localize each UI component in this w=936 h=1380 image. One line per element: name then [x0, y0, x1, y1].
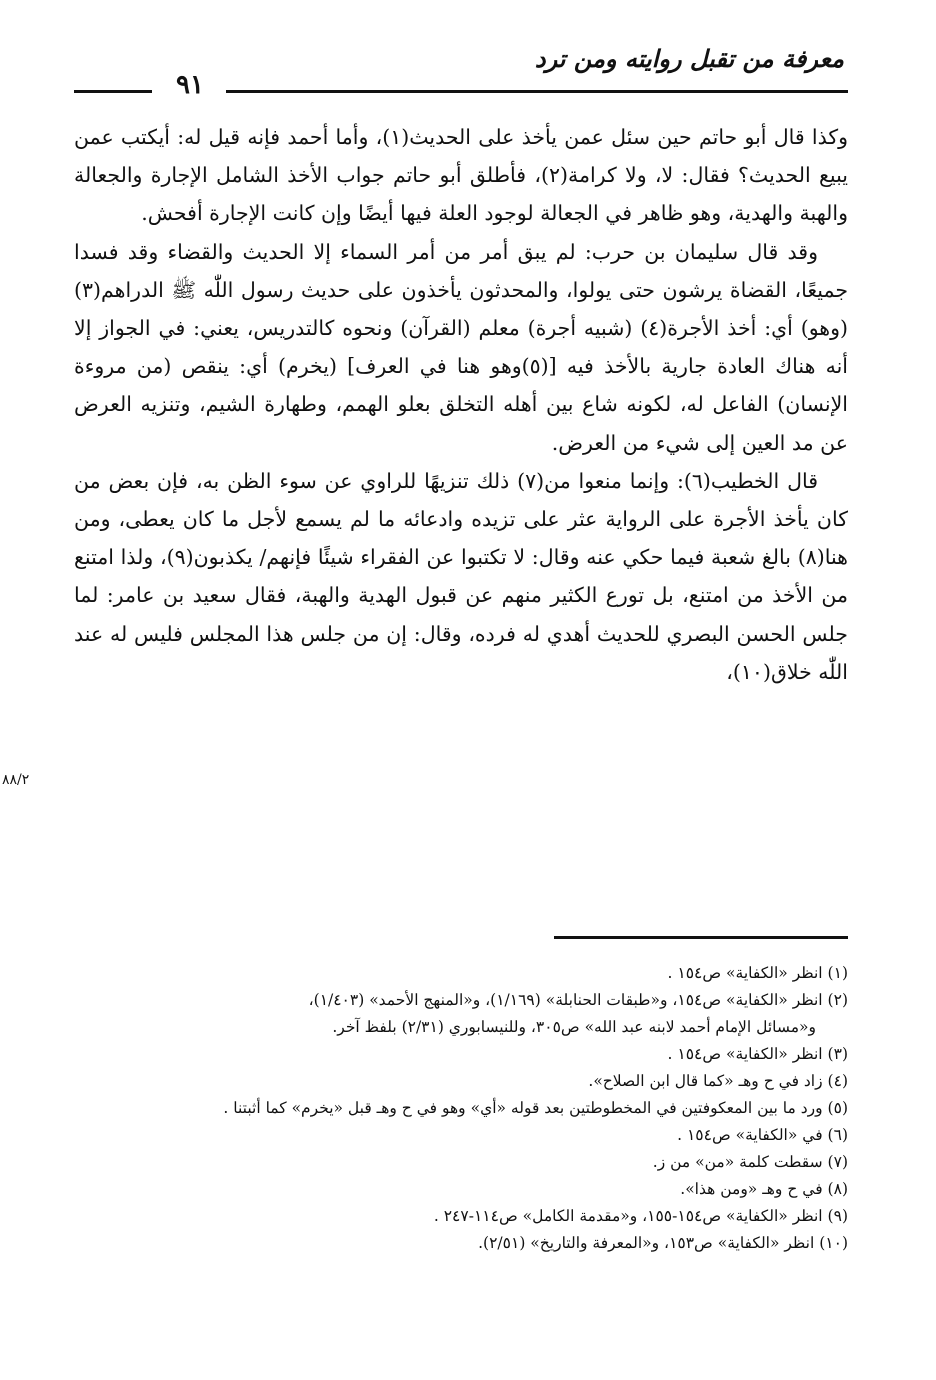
footnote-text: سقطت كلمة «من» من ز. — [652, 1153, 823, 1171]
footnote-number: (٩) — [827, 1207, 848, 1225]
footnote-text: انظر «الكفاية» ص١٥٤ . — [667, 964, 823, 982]
footnote-item — [60, 987, 848, 1041]
footnote-text: ورد ما بين المعكوفتين في المخطوطتين بعد قوله «أي» وهو في ح وهـ قبل «يخرم» كما أثبتنا . — [223, 1099, 823, 1117]
header-rule-left — [74, 90, 152, 93]
footnote-item — [60, 960, 848, 987]
paragraph: وقد قال سليمان بن حرب: لم يبق أمر من أمر السماء إلا الحديث والقضاء وقد فسدا جميعًا، القضاة يرشون حتى يولوا، والمحدثون يأخذون على حديث رسول اللّٰه ﷺ الدراهم(٣) (وهو) أي: أخذ الأجرة(٤) (شبيه أجرة) معلم (القرآن) ونحوه كالتدريس، يعني: في الجواز إلا أنه هناك العادة جارية بالأخذ فيه [(٥)وهو هنا في العرف] (يخرم) أي: ينقص (من مروءة الإنسان) الفاعل له، لكونه شاع بين أهله التخلق بعلو الهمم، وطهارة الشيم، وتنزيه العرض عن مد العين إلى شيء من العرض. — [74, 239, 848, 455]
footnotes — [60, 960, 848, 1257]
footnote-text: انظر «الكفاية» ص١٥٣، و«المعرفة والتاريخ» (٢/٥١). — [478, 1234, 815, 1252]
footnote-item — [60, 1068, 848, 1095]
paragraph: وكذا قال أبو حاتم حين سئل عمن يأخذ على الحديث(١)، وأما أحمد فإنه قيل له: أيكتب عمن يبيع الحديث؟ فقال: لا، ولا كرامة(٢)، فأطلق أبو حاتم جواب الأخذ الشامل الإجارة والجعالة والهبة والهدية، وهو ظاهر في الجعالة لوجود العلة فيها أيضًا وإن كانت الإجارة أفحش. — [74, 125, 848, 226]
footnote-number: (٦) — [827, 1126, 848, 1144]
paragraph: قال الخطيب(٦): وإنما منعوا من(٧) ذلك تنزيهًا للراوي عن سوء الظن به، فإن بعض من كان يأخذ الأجرة على الرواية عثر على تزيده وادعائه ما لم يسمع لأجل ما كان يعطى، ومن هنا(٨) بالغ شعبة فيما حكي عنه وقال: لا تكتبوا عن الفقراء شيئًا فإنهم/ يكذبون(٩)، ولذا امتنع من الأخذ من امتنع، بل تورع الكثير منهم عن قبول الهدية والهبة، فقال سعيد بن عامر: لما جلس الحسن البصري للحديث أهدي له فرده، وقال: إن من جلس هذا المجلس فليس له عند اللّٰه خلاق(١٠)، — [74, 468, 848, 684]
page-number: ٩١ — [176, 70, 204, 100]
footnote-text: في ح وهـ «ومن هذا». — [680, 1180, 823, 1198]
footnote-continuation: و«مسائل الإمام أحمد لابنه عبد الله» ص٣٠٥، وللنيسابوري (٢/٣١) بلفظ آخر. — [332, 1018, 816, 1036]
footnote-item — [60, 1122, 848, 1149]
footnote-number: (١٠) — [819, 1234, 848, 1252]
footnote-number: (٢) — [827, 991, 848, 1009]
footnote-text: في «الكفاية» ص١٥٤ . — [677, 1126, 823, 1144]
footnote-number: (٣) — [827, 1045, 848, 1063]
running-title: معرفة من تقبل روايته ومن ترد — [534, 44, 844, 73]
footnote-number: (٤) — [827, 1072, 848, 1090]
footnote-text: انظر «الكفاية» ص١٥٤، و«طبقات الحنابلة» (١/١٦٩)، و«المنهج الأحمد» (١/٤٠٣)، — [308, 991, 823, 1009]
footnote-item — [60, 1203, 848, 1230]
footnote-number: (١) — [827, 964, 848, 982]
main-text — [74, 118, 848, 691]
footnote-text: زاد في ح وهـ «كما قال ابن الصلاح». — [588, 1072, 823, 1090]
footnote-item — [60, 1149, 848, 1176]
footnote-item — [60, 1176, 848, 1203]
footnote-item — [60, 1230, 848, 1257]
footnote-number: (٥) — [827, 1099, 848, 1117]
footnote-item — [60, 1095, 848, 1122]
footnote-text: انظر «الكفاية» ص١٥٤ . — [667, 1045, 823, 1063]
margin-page-reference: ٨٨/٢ — [2, 772, 30, 788]
footnote-item — [60, 1041, 848, 1068]
footnote-text: انظر «الكفاية» ص١٥٤-١٥٥، و«مقدمة الكامل» ص١١٤-٢٤٧ . — [433, 1207, 823, 1225]
footnote-number: (٨) — [827, 1180, 848, 1198]
footnote-separator — [554, 936, 848, 939]
footnote-number: (٧) — [827, 1153, 848, 1171]
header-rule-right — [226, 90, 848, 93]
